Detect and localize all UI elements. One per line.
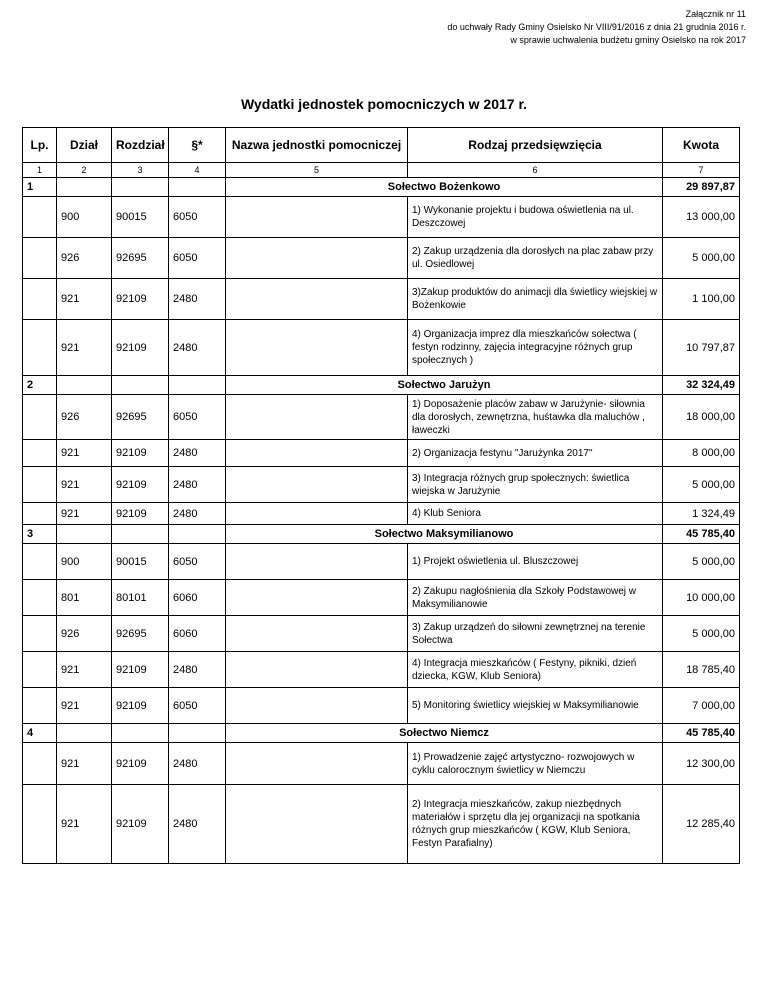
- row-rozdzial: 92109: [112, 440, 169, 467]
- table-row: [23, 652, 740, 688]
- row-nazwa-cell: [226, 580, 408, 616]
- row-amount: 13 000,00: [663, 197, 740, 238]
- col-number: 5: [226, 163, 408, 178]
- row-nazwa-cell: [226, 395, 408, 440]
- row-rozdzial: 92109: [112, 279, 169, 320]
- section-empty-cell: [112, 724, 169, 743]
- row-paragraf: 6050: [169, 544, 226, 580]
- row-paragraf: 2480: [169, 503, 226, 525]
- row-paragraf: 6060: [169, 616, 226, 652]
- table-row: [23, 197, 740, 238]
- row-amount: 5 000,00: [663, 544, 740, 580]
- row-description: 1) Projekt oświetlenia ul. Bluszczowej: [408, 544, 663, 580]
- section-empty-cell: [112, 178, 169, 197]
- section-lp: 1: [23, 178, 57, 197]
- section-empty-cell: [112, 376, 169, 395]
- table-row: [23, 320, 740, 376]
- row-lp-cell: [23, 440, 57, 467]
- table-row: [23, 544, 740, 580]
- row-nazwa-cell: [226, 320, 408, 376]
- row-paragraf: 2480: [169, 652, 226, 688]
- section-empty-cell: [169, 376, 226, 395]
- row-paragraf: 2480: [169, 440, 226, 467]
- row-dzial: 926: [57, 238, 112, 279]
- row-amount: 12 300,00: [663, 743, 740, 785]
- row-nazwa-cell: [226, 544, 408, 580]
- row-dzial: 900: [57, 544, 112, 580]
- row-amount: 1 100,00: [663, 279, 740, 320]
- section-name: Sołectwo Maksymilianowo: [226, 525, 663, 544]
- col-header-nazwa: Nazwa jednostki pomocniczej: [226, 128, 408, 163]
- row-lp-cell: [23, 743, 57, 785]
- section-lp: 4: [23, 724, 57, 743]
- row-lp-cell: [23, 785, 57, 864]
- table-row: [23, 279, 740, 320]
- row-lp-cell: [23, 238, 57, 279]
- col-number: 4: [169, 163, 226, 178]
- row-nazwa-cell: [226, 467, 408, 503]
- row-description: 3)Zakup produktów do animacji dla świetlicy wiejskiej w Bożenkowie: [408, 279, 663, 320]
- row-nazwa-cell: [226, 279, 408, 320]
- row-paragraf: 6050: [169, 688, 226, 724]
- section-empty-cell: [169, 724, 226, 743]
- page-title: Wydatki jednostek pomocniczych w 2017 r.: [240, 96, 528, 112]
- row-rozdzial: 90015: [112, 544, 169, 580]
- row-description: 1) Doposażenie placów zabaw w Jarużynie- siłownia dla dorosłych, zewnętrzna, huśtawka dla maluchów , ławeczki: [408, 395, 663, 440]
- row-dzial: 921: [57, 467, 112, 503]
- row-rozdzial: 92109: [112, 652, 169, 688]
- section-row: [23, 376, 740, 395]
- col-header-dzial: Dział: [57, 128, 112, 163]
- row-nazwa-cell: [226, 197, 408, 238]
- row-paragraf: 2480: [169, 320, 226, 376]
- row-nazwa-cell: [226, 238, 408, 279]
- row-description: 4) Integracja mieszkańców ( Festyny, pikniki, dzień dziecka, KGW, Klub Seniora): [408, 652, 663, 688]
- row-amount: 10 000,00: [663, 580, 740, 616]
- row-lp-cell: [23, 395, 57, 440]
- row-lp-cell: [23, 544, 57, 580]
- row-paragraf: 2480: [169, 467, 226, 503]
- row-dzial: 921: [57, 440, 112, 467]
- row-amount: 18 785,40: [663, 652, 740, 688]
- row-dzial: 921: [57, 503, 112, 525]
- table-row: [23, 467, 740, 503]
- row-nazwa-cell: [226, 688, 408, 724]
- section-total: 32 324,49: [663, 376, 740, 395]
- row-lp-cell: [23, 279, 57, 320]
- row-nazwa-cell: [226, 785, 408, 864]
- col-number: 7: [663, 163, 740, 178]
- col-number: 3: [112, 163, 169, 178]
- table-row: [23, 503, 740, 525]
- row-dzial: 801: [57, 580, 112, 616]
- row-amount: 1 324,49: [663, 503, 740, 525]
- row-description: 4) Klub Seniora: [408, 503, 663, 525]
- row-amount: 10 797,87: [663, 320, 740, 376]
- row-dzial: 921: [57, 320, 112, 376]
- row-lp-cell: [23, 503, 57, 525]
- row-amount: 8 000,00: [663, 440, 740, 467]
- row-description: 2) Zakup urządzenia dla dorosłych na plac zabaw przy ul. Osiedlowej: [408, 238, 663, 279]
- row-rozdzial: 92695: [112, 395, 169, 440]
- row-paragraf: 6050: [169, 238, 226, 279]
- section-name: Sołectwo Jarużyn: [226, 376, 663, 395]
- table-row: [23, 238, 740, 279]
- col-header-rodzaj: Rodzaj przedsięwzięcia: [408, 128, 663, 163]
- section-lp: 2: [23, 376, 57, 395]
- col-header-rozdzial: Rozdział: [112, 128, 169, 163]
- row-description: 2) Integracja mieszkańców, zakup niezbędnych materiałów i sprzętu dla jej organizacji na spotkania różnych grup mieszkańców ( KGW, Klub Seniora, Festyn Parafialny): [408, 785, 663, 864]
- row-nazwa-cell: [226, 743, 408, 785]
- row-nazwa-cell: [226, 440, 408, 467]
- row-paragraf: 2480: [169, 743, 226, 785]
- row-paragraf: 2480: [169, 785, 226, 864]
- row-description: 4) Organizacja imprez dla mieszkańców sołectwa ( festyn rodzinny, zajęcia integracyjne różnych grup społecznych ): [408, 320, 663, 376]
- row-amount: 18 000,00: [663, 395, 740, 440]
- row-lp-cell: [23, 197, 57, 238]
- section-empty-cell: [57, 376, 112, 395]
- row-lp-cell: [23, 467, 57, 503]
- row-description: 1) Wykonanie projektu i budowa oświetlenia na ul. Deszczowej: [408, 197, 663, 238]
- section-row: [23, 178, 740, 197]
- row-dzial: 900: [57, 197, 112, 238]
- row-paragraf: 2480: [169, 279, 226, 320]
- section-name: Sołectwo Bożenkowo: [226, 178, 663, 197]
- row-rozdzial: 92109: [112, 785, 169, 864]
- col-number: 1: [23, 163, 57, 178]
- section-empty-cell: [57, 724, 112, 743]
- row-rozdzial: 92695: [112, 238, 169, 279]
- column-header-row: [23, 128, 740, 163]
- table-row: [23, 440, 740, 467]
- row-rozdzial: 90015: [112, 197, 169, 238]
- row-lp-cell: [23, 580, 57, 616]
- row-description: 1) Prowadzenie zajęć artystyczno- rozwojowych w cyklu calorocznym świetlicy w Niemczu: [408, 743, 663, 785]
- row-rozdzial: 92109: [112, 688, 169, 724]
- col-header-kwota: Kwota: [663, 128, 740, 163]
- section-empty-cell: [57, 178, 112, 197]
- col-number: 2: [57, 163, 112, 178]
- row-dzial: 921: [57, 652, 112, 688]
- row-rozdzial: 92109: [112, 503, 169, 525]
- table-row: [23, 580, 740, 616]
- row-amount: 5 000,00: [663, 238, 740, 279]
- column-number-row: [23, 163, 740, 178]
- table-row: [23, 616, 740, 652]
- section-total: 45 785,40: [663, 525, 740, 544]
- section-name: Sołectwo Niemcz: [226, 724, 663, 743]
- row-description: 2) Zakupu nagłośnienia dla Szkoły Podstawowej w Maksymilianowie: [408, 580, 663, 616]
- row-lp-cell: [23, 652, 57, 688]
- row-dzial: 921: [57, 688, 112, 724]
- row-amount: 5 000,00: [663, 467, 740, 503]
- row-dzial: 926: [57, 395, 112, 440]
- row-nazwa-cell: [226, 616, 408, 652]
- section-row: [23, 724, 740, 743]
- row-description: 2) Organizacja festynu "Jarużynka 2017": [408, 440, 663, 467]
- section-empty-cell: [169, 525, 226, 544]
- section-total: 45 785,40: [663, 724, 740, 743]
- row-dzial: 921: [57, 279, 112, 320]
- col-header-paragraf: §*: [169, 128, 226, 163]
- row-amount: 12 285,40: [663, 785, 740, 864]
- row-rozdzial: 92109: [112, 320, 169, 376]
- table-row: [23, 785, 740, 864]
- col-header-lp: Lp.: [23, 128, 57, 163]
- table-row: [23, 743, 740, 785]
- row-dzial: 921: [57, 785, 112, 864]
- table-row: [23, 395, 740, 440]
- col-number: 6: [408, 163, 663, 178]
- row-description: 5) Monitoring świetlicy wiejskiej w Maksymilianowie: [408, 688, 663, 724]
- row-paragraf: 6060: [169, 580, 226, 616]
- row-dzial: 921: [57, 743, 112, 785]
- row-lp-cell: [23, 320, 57, 376]
- document-header: [447, 8, 746, 47]
- section-total: 29 897,87: [663, 178, 740, 197]
- row-description: 3) Zakup urządzeń do siłowni zewnętrznej na terenie Sołectwa: [408, 616, 663, 652]
- row-paragraf: 6050: [169, 395, 226, 440]
- table-body: [23, 128, 740, 864]
- row-rozdzial: 80101: [112, 580, 169, 616]
- row-amount: 7 000,00: [663, 688, 740, 724]
- row-rozdzial: 92109: [112, 467, 169, 503]
- section-empty-cell: [169, 178, 226, 197]
- row-rozdzial: 92109: [112, 743, 169, 785]
- section-lp: 3: [23, 525, 57, 544]
- row-lp-cell: [23, 616, 57, 652]
- row-description: 3) Integracja różnych grup społecznych: świetlica wiejska w Jarużynie: [408, 467, 663, 503]
- table-row: [23, 688, 740, 724]
- header-line-3: w sprawie uchwalenia budżetu gminy Osielsko na rok 2017: [510, 35, 746, 45]
- row-amount: 5 000,00: [663, 616, 740, 652]
- expenditure-table: [22, 127, 740, 864]
- row-nazwa-cell: [226, 652, 408, 688]
- row-rozdzial: 92695: [112, 616, 169, 652]
- row-lp-cell: [23, 688, 57, 724]
- row-dzial: 926: [57, 616, 112, 652]
- header-line-1: Załącznik nr 11: [685, 9, 746, 19]
- header-line-2: do uchwały Rady Gminy Osielsko Nr VIII/91/2016 z dnia 21 grudnia 2016 r.: [447, 22, 746, 32]
- section-empty-cell: [57, 525, 112, 544]
- section-row: [23, 525, 740, 544]
- section-empty-cell: [112, 525, 169, 544]
- row-paragraf: 6050: [169, 197, 226, 238]
- row-nazwa-cell: [226, 503, 408, 525]
